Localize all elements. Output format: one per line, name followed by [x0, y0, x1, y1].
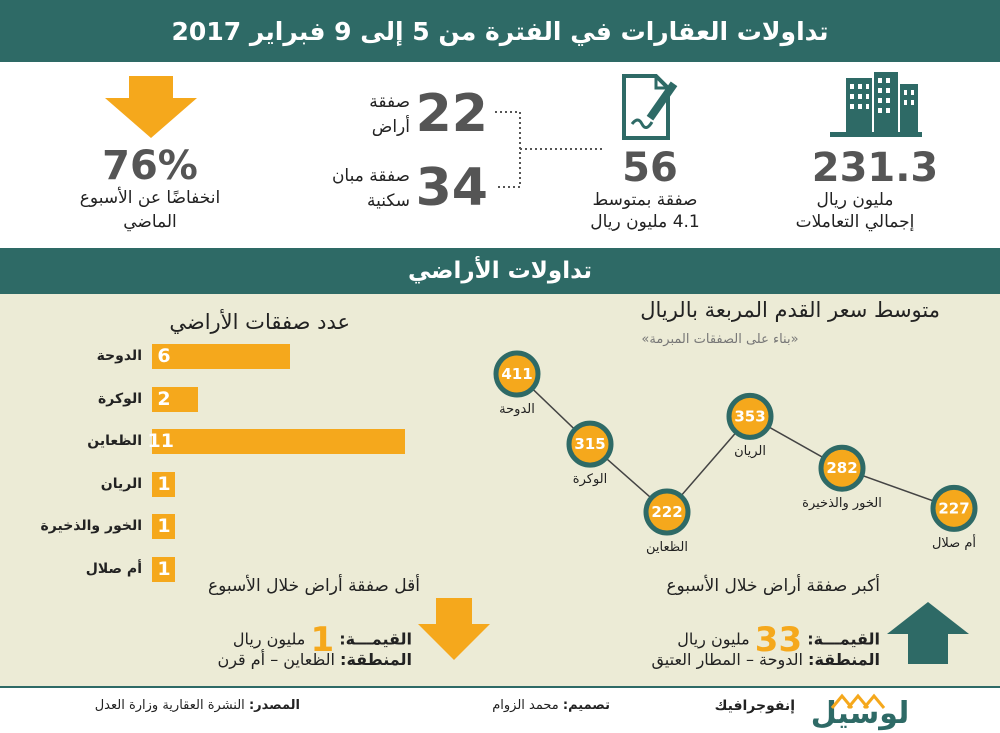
bar-value-label: 6 [157, 345, 171, 367]
smallest-value-label: القيمـــة: [339, 629, 412, 649]
largest-value: 33 [754, 620, 803, 660]
drop-line1: انخفاضًا عن الأسبوع [79, 188, 221, 208]
price-point [729, 395, 771, 437]
total-line1: مليون ريال [816, 190, 894, 210]
source-text: النشرة العقارية وزارة العدل [94, 698, 245, 713]
bar-category-label: الوكرة [98, 390, 142, 407]
down-arrow-small-icon [418, 598, 490, 660]
price-point-value: 353 [734, 407, 766, 426]
bar-category-label: أم صلال [85, 560, 142, 577]
contract-signing-icon [618, 72, 684, 144]
footer-divider [0, 686, 1000, 688]
total-line2: إجمالي التعاملات [795, 212, 915, 232]
page-title: تداولات العقارات في الفترة من 5 إلى 9 فبراير 2017 [171, 16, 829, 46]
largest-area-row [651, 650, 880, 669]
smallest-title: أقل صفقة أراض خلال الأسبوع [207, 576, 420, 596]
price-point-label: الوكرة [572, 472, 608, 488]
price-point-value: 282 [826, 459, 858, 478]
homes-line1: صفقة مبان [331, 166, 410, 186]
count-bar-chart [0, 294, 470, 594]
bar-category-label: الريان [100, 475, 142, 492]
price-chart-title: متوسط سعر القدم المربعة بالريال [640, 298, 940, 322]
price-chart-subtitle: «بناء على الصفقات المبرمة» [641, 332, 799, 347]
homes-line2: سكنية [366, 191, 410, 211]
connector-lines [495, 102, 605, 197]
brand-chevrons-icon [830, 692, 890, 710]
lands-value: 22 [415, 84, 488, 144]
price-point [933, 487, 975, 529]
designer-name: محمد الزوام [492, 698, 559, 713]
section-title: تداولات الأراضي [408, 258, 592, 284]
bar-value-label: 1 [157, 515, 171, 537]
lands-line1: صفقة [369, 92, 410, 112]
smallest-area: الظعاين – أم قرن [217, 650, 335, 669]
header-bar [0, 0, 1000, 62]
section-bar [0, 248, 1000, 294]
smallest-value: 1 [310, 620, 335, 660]
price-point-value: 222 [651, 503, 683, 521]
lands-panel [0, 294, 1000, 686]
bar-value-label: 11 [147, 430, 174, 452]
price-point-value: 315 [574, 435, 606, 454]
bar-category-label: الخور والذخيرة [40, 518, 142, 534]
largest-area: الدوحة – المطار العتيق [651, 650, 803, 669]
price-point-label: الظعاين [646, 540, 688, 555]
total-value: 231.3 [811, 145, 939, 191]
lands-line2: أراض [371, 117, 410, 137]
price-point-label: أم صلال [931, 536, 977, 552]
price-point [821, 447, 863, 489]
price-point-value: 227 [938, 499, 970, 518]
bar-value-label: 1 [157, 557, 171, 580]
deals-line1: صفقة بمتوسط [592, 190, 698, 210]
price-point-value: 411 [501, 365, 533, 383]
price-point [496, 353, 538, 395]
largest-area-label: المنطقة: [808, 650, 880, 669]
smallest-unit: مليون ريال [232, 629, 306, 649]
down-arrow-icon [105, 76, 197, 138]
bar-category-label: الظعاين [87, 433, 142, 449]
smallest-area-label: المنطقة: [340, 650, 412, 669]
deals-value: 56 [622, 145, 678, 191]
source-credit [30, 698, 300, 713]
footer [0, 686, 1000, 733]
largest-unit: مليون ريال [677, 629, 750, 649]
design-credit [390, 698, 610, 713]
up-arrow-icon [887, 602, 969, 664]
homes-value: 34 [415, 158, 488, 218]
largest-value-label: القيمـــة: [807, 629, 880, 649]
building-icon [828, 70, 924, 138]
brand-subtitle: إنفوجرافيك [714, 698, 795, 714]
smallest-area-row [217, 650, 412, 669]
drop-value: 76% [102, 143, 198, 189]
price-point-label: الخور والذخيرة [802, 496, 882, 512]
deals-line2: 4.1 مليون ريال [590, 212, 700, 232]
bar-value-label: 2 [157, 387, 171, 410]
bar-category-label: الدوحة [96, 348, 142, 364]
price-point-label: الريان [734, 444, 766, 460]
price-point-label: الدوحة [499, 402, 535, 417]
design-label: تصميم: [562, 698, 610, 713]
price-point [646, 491, 688, 533]
source-label: المصدر: [248, 698, 300, 713]
drop-line2: الماضي [123, 212, 177, 232]
largest-title: أكبر صفقة أراض خلال الأسبوع [666, 576, 880, 596]
count-chart-title: عدد صفقات الأراضي [169, 310, 350, 334]
price-point [569, 423, 611, 465]
bar [147, 429, 405, 454]
bar-value-label: 1 [157, 472, 171, 495]
summary-panel [0, 62, 1000, 248]
brand-logo: لوسيل [810, 696, 910, 731]
